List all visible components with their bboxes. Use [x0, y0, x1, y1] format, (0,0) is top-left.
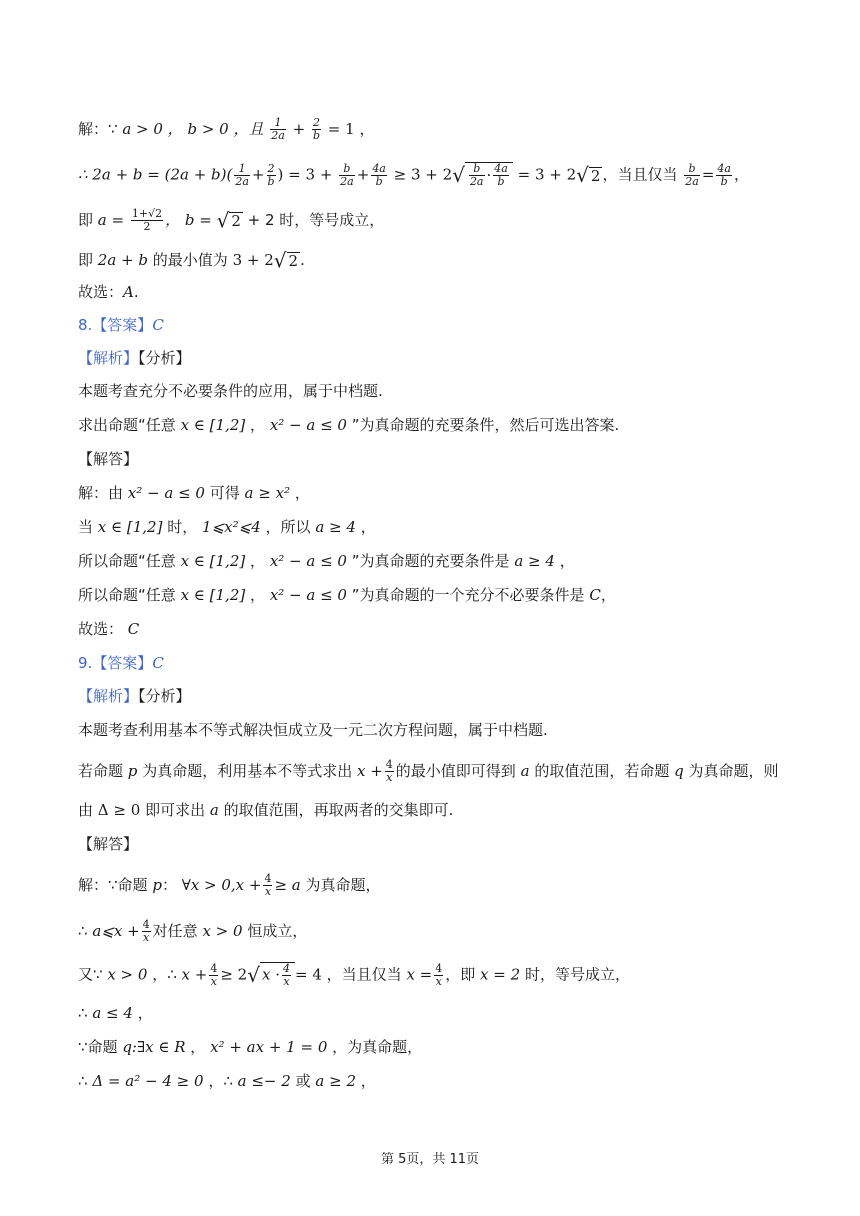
q9-solution-line-3: 又∵ x > 0 ，∴ x + $\frac{4}{x}$ ≥ 2√ x · $\frac{4}{x}$ = 4 ，当且仅当 x = $\frac{4}{x}$ ，即 x = 2 时，等号成立，	[78, 961, 630, 988]
math: ≥ 3 + 2	[393, 165, 453, 184]
sqrt-sign: √	[216, 208, 230, 233]
math: +	[356, 165, 370, 184]
sqrt-content: $\frac{b}{2a}$ · $\frac{4a}{b}$	[465, 162, 513, 188]
q8-solution-line-4: 所以命题“任意 x ∈ [1,2] ， x² − a ≤ 0 ”为真命题的一个充分不必要条件是 C，	[78, 586, 616, 604]
answer: A	[123, 283, 134, 301]
math: 3 + 2	[232, 251, 274, 269]
math: 2a + b	[97, 251, 148, 269]
q9-solution-line-2: ∴ a⩽x + $\frac{4}{x}$ 对任意 x > 0 恒成立，	[78, 918, 308, 944]
sqrt-sign: √	[247, 963, 260, 987]
q8-solution-line-3: 所以命题“任意 x ∈ [1,2] ， x² − a ≤ 0 ”为真命题的充要条件是 a ≥ 4 ，	[78, 552, 575, 570]
analysis-sublabel: 【分析】	[138, 349, 191, 367]
math: a =	[97, 211, 125, 229]
text: .	[300, 251, 305, 269]
sqrt-sign: √	[273, 248, 287, 273]
text: + 2 时，等号成立，	[247, 211, 385, 229]
fraction: $\frac{1}{2a}$	[235, 161, 249, 188]
q9-solution-line-4: ∴ a ≤ 4 ，	[78, 1004, 153, 1022]
fraction: $\frac{2}{b}$	[312, 116, 321, 142]
solution-line-3	[78, 208, 800, 233]
fraction: $\frac{b}{2a}$	[685, 161, 699, 188]
solution-label: 【解答】	[78, 835, 139, 853]
fraction: $\frac{2}{b}$	[267, 161, 275, 188]
text: ，当且仅当	[602, 165, 678, 184]
text: ，	[733, 165, 749, 184]
text: 的最小值为	[152, 251, 228, 269]
q8-solution-line-5: 故选： C	[78, 620, 140, 638]
math: =	[701, 165, 715, 184]
q9-analysis-line-3: 由 Δ ≥ 0 即可求出 a 的取值范围，再取两者的交集即可.	[78, 801, 454, 819]
text: .	[133, 283, 139, 301]
text: 故选：	[78, 283, 124, 301]
fraction: $\frac{4a}{b}$	[372, 161, 386, 188]
fraction: $\frac{4}{x}$	[385, 758, 393, 784]
answer: C	[152, 654, 164, 672]
text: 解：∵	[78, 120, 118, 138]
solution-line-5	[78, 281, 800, 303]
q8-analysis-line-2: 求出命题“任意 x ∈ [1,2] ， x² − a ≤ 0 ”为真命题的充要条件，然后可选出答案.	[78, 416, 620, 434]
analysis-label: 【解析】	[78, 687, 139, 705]
q8-answer-heading	[78, 314, 800, 336]
answer-label: 9.【答案】	[78, 654, 153, 672]
analysis-sublabel: 【分析】	[138, 687, 191, 705]
math: ∴ 2a + b = (2a + b)(	[78, 165, 233, 184]
solution-line-1	[78, 117, 800, 142]
math: ， b =	[165, 211, 217, 229]
q9-analysis-heading	[78, 685, 800, 707]
page-footer: 第 5页，共 11页	[380, 1152, 480, 1167]
text: 本题考查充分不必要条件的应用，属于中档题.	[78, 382, 383, 400]
sqrt-content: 2	[590, 166, 601, 185]
q9-solution-line-1: 解：∵命题 p： ∀x > 0,x + $\frac{4}{x}$ ≥ a 为真命题，	[78, 872, 381, 898]
sqrt-content: x · $\frac{4}{x}$	[260, 962, 295, 988]
q9-analysis-line-1	[78, 719, 800, 741]
fraction: $\frac{4}{x}$	[435, 961, 443, 988]
q8-analysis-line-1	[78, 380, 800, 402]
q9-answer-heading	[78, 652, 800, 674]
solution-line-4	[78, 249, 800, 272]
math: ) = 3 +	[277, 165, 333, 184]
fraction: $\frac{b}{2a}$	[340, 161, 354, 188]
sqrt-content: 2	[231, 212, 241, 230]
q9-solution-heading	[78, 833, 800, 855]
fraction: $\frac{4a}{b}$	[717, 161, 731, 188]
q8-solution-line-1: 解：由 x² − a ≤ 0 可得 a ≥ x² ，	[78, 484, 310, 502]
sqrt-sign: √	[452, 163, 465, 187]
fraction: $\frac{1+√2}{2}$	[131, 207, 163, 233]
fraction: $\frac{4}{x}$	[264, 872, 272, 898]
q9-solution-line-5: ∵命题 q:∃x ∈ R ， x² + ax + 1 = 0 ，为真命题，	[78, 1038, 423, 1056]
answer-label: 8.【答案】	[78, 316, 153, 334]
q9-solution-line-6: ∴ Δ = a² − 4 ≥ 0 ，∴ a ≤− 2 或 a ≥ 2 ，	[78, 1072, 376, 1090]
math: = 3 + 2	[517, 165, 577, 184]
q8-analysis-heading	[78, 347, 800, 369]
sqrt-sign: √	[576, 163, 589, 187]
answer: C	[152, 316, 164, 334]
text: 即	[78, 251, 94, 269]
math: +	[292, 120, 306, 138]
q8-solution-heading	[78, 448, 800, 470]
math: a > 0 ， b > 0 ，且	[122, 120, 264, 138]
sqrt-content: 2	[288, 252, 299, 270]
fraction: $\frac{4}{x}$	[210, 961, 218, 988]
q8-solution-line-2: 当 x ∈ [1,2] 时， 1⩽x²⩽4 ，所以 a ≥ 4 ，	[78, 518, 376, 536]
text: 即	[78, 211, 94, 229]
math: = 1 ，	[327, 120, 375, 138]
solution-label: 【解答】	[78, 450, 139, 468]
solution-line-2	[78, 162, 800, 188]
fraction: $\frac{4}{x}$	[142, 918, 150, 944]
math: +	[251, 165, 265, 184]
q9-analysis-line-2: 若命题 p 为真命题，利用基本不等式求出 x + $\frac{4}{x}$ 的最小值即可得到 a 的取值范围，若命题 q 为真命题，则	[78, 758, 779, 784]
fraction: $\frac{1}{2a}$	[271, 116, 285, 142]
text: 本题考查利用基本不等式解决恒成立及一元二次方程问题，属于中档题.	[78, 721, 548, 739]
analysis-label: 【解析】	[78, 349, 139, 367]
